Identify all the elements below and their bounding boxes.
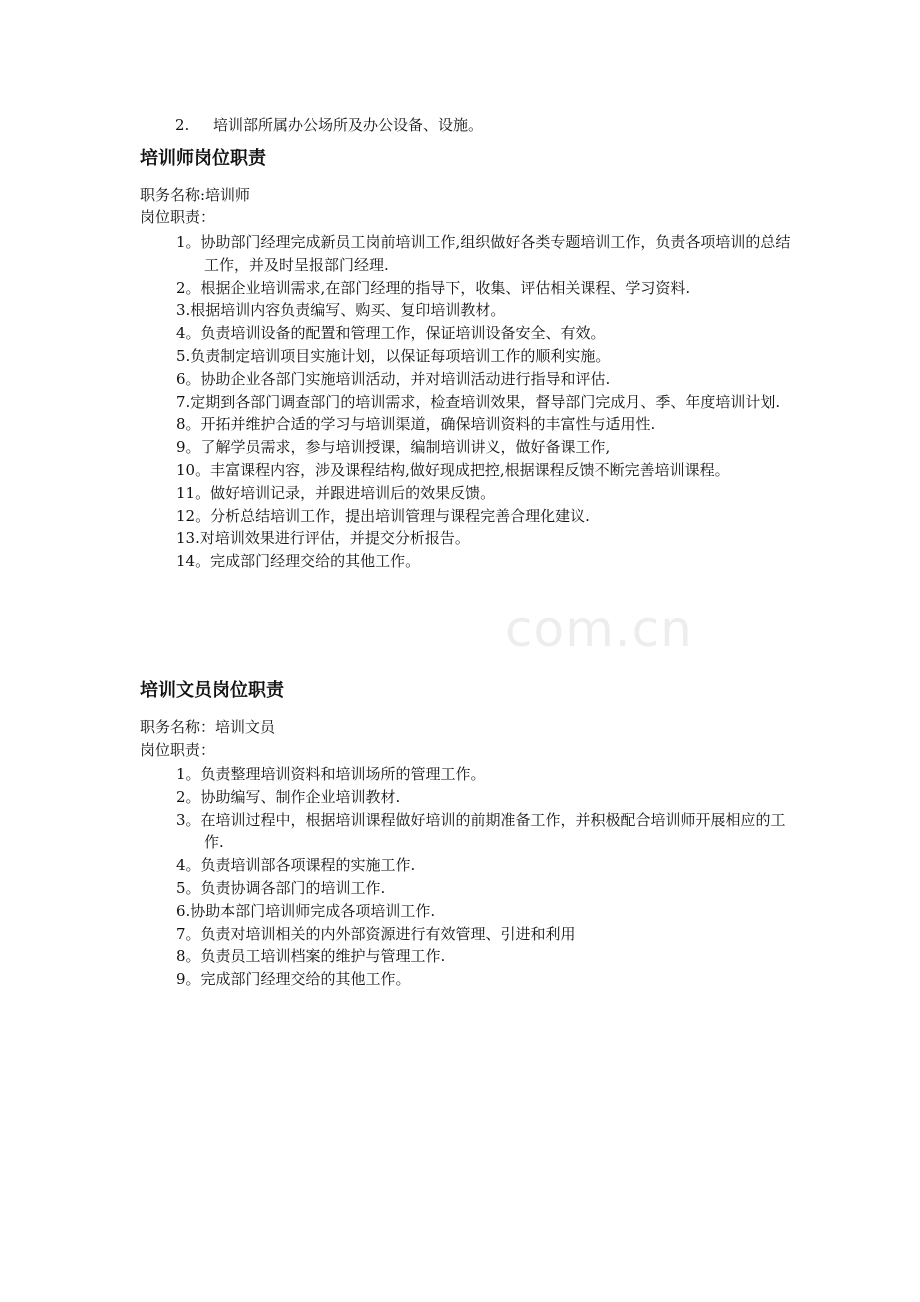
trainer-title-line: 职务名称:培训师 — [140, 186, 251, 204]
trainer-heading: 培训师岗位职责 — [140, 148, 266, 169]
clerk-duty-item: 1。负责整理培训资料和培训场所的管理工作。 — [176, 765, 486, 783]
clerk-heading: 培训文员岗位职责 — [140, 680, 284, 701]
trainer-duty-item: 14。完成部门经理交给的其他工作。 — [176, 552, 421, 571]
trainer-duty-item: 13.对培训效果进行评估，并提交分析报告。 — [176, 529, 470, 548]
clerk-duty-item: 5。负责协调各部门的培训工作. — [176, 878, 386, 897]
clerk-duty-item: 3。在培训过程中，根据培训课程做好培训的前期准备工作，并积极配合培训师开展相应的工作. — [176, 810, 786, 852]
clerk-duty-item: 7。负责对培训相关的内外部资源进行有效管理、引进和利用 — [176, 924, 576, 943]
trainer-duty-item: 5.负责制定培训项目实施计划，以保证每项培训工作的顺利实施。 — [176, 346, 611, 365]
trainer-duty-item: 1。协助部门经理完成新员工岗前培训工作,组织做好各类专题培训工作，负责各项培训的总结工作，并及时呈报部门经理. — [176, 233, 791, 274]
clerk-duty-item: 2。协助编写、制作企业培训教材. — [176, 787, 401, 806]
trainer-duty-item: 10。丰富课程内容，涉及课程结构,做好现成把控,根据课程反馈不断完善培训课程。 — [176, 460, 730, 479]
clerk-duty-item: 8。负责员工培训档案的维护与管理工作. — [176, 947, 446, 966]
trainer-duty-item: 11。做好培训记录，并跟进培训后的效果反馈。 — [176, 483, 496, 502]
trainer-duty-item: 8。开拓并维护合适的学习与培训渠道，确保培训资料的丰富性与适用性. — [176, 415, 656, 434]
clerk-title-line: 职务名称：培训文员 — [140, 718, 276, 736]
watermark-text: com.cn — [505, 600, 693, 658]
trainer-duties-list — [176, 231, 791, 573]
clerk-duty-item: 9。完成部门经理交给的其他工作。 — [176, 970, 411, 989]
trainer-duty-item: 3.根据培训内容负责编写、购买、复印培训教材。 — [176, 301, 506, 320]
clerk-duty-item: 6.协助本部门培训师完成各项培训工作. — [176, 901, 436, 920]
trainer-duty-item: 12。分析总结培训工作，提出培训管理与课程完善合理化建议. — [176, 506, 590, 525]
trainer-duty-item: 9。了解学员需求，参与培训授课，编制培训讲义，做好备课工作, — [176, 438, 611, 457]
trainer-duty-item: 2。根据企业培训需求,在部门经理的指导下，收集、评估相关课程、学习资料. — [176, 278, 691, 297]
top-list-item — [175, 114, 483, 136]
clerk-duties-label: 岗位职责： — [140, 741, 216, 759]
top-item-text: 培训部所属办公场所及办公设备、设施。 — [213, 116, 484, 134]
trainer-duty-item: 4。负责培训设备的配置和管理工作，保证培训设备安全、有效。 — [176, 324, 606, 343]
trainer-duties-label: 岗位职责： — [140, 208, 216, 226]
trainer-duty-item: 6。协助企业各部门实施培训活动，并对培训活动进行指导和评估. — [176, 369, 611, 388]
clerk-duty-item: 4。负责培训部各项课程的实施工作. — [176, 856, 416, 875]
top-item-number: 2. — [175, 116, 190, 134]
clerk-duties-list — [176, 763, 791, 991]
trainer-duty-item: 7.定期到各部门调查部门的培训需求，检查培训效果，督导部门完成月、季、年度培训计划. — [176, 392, 781, 411]
